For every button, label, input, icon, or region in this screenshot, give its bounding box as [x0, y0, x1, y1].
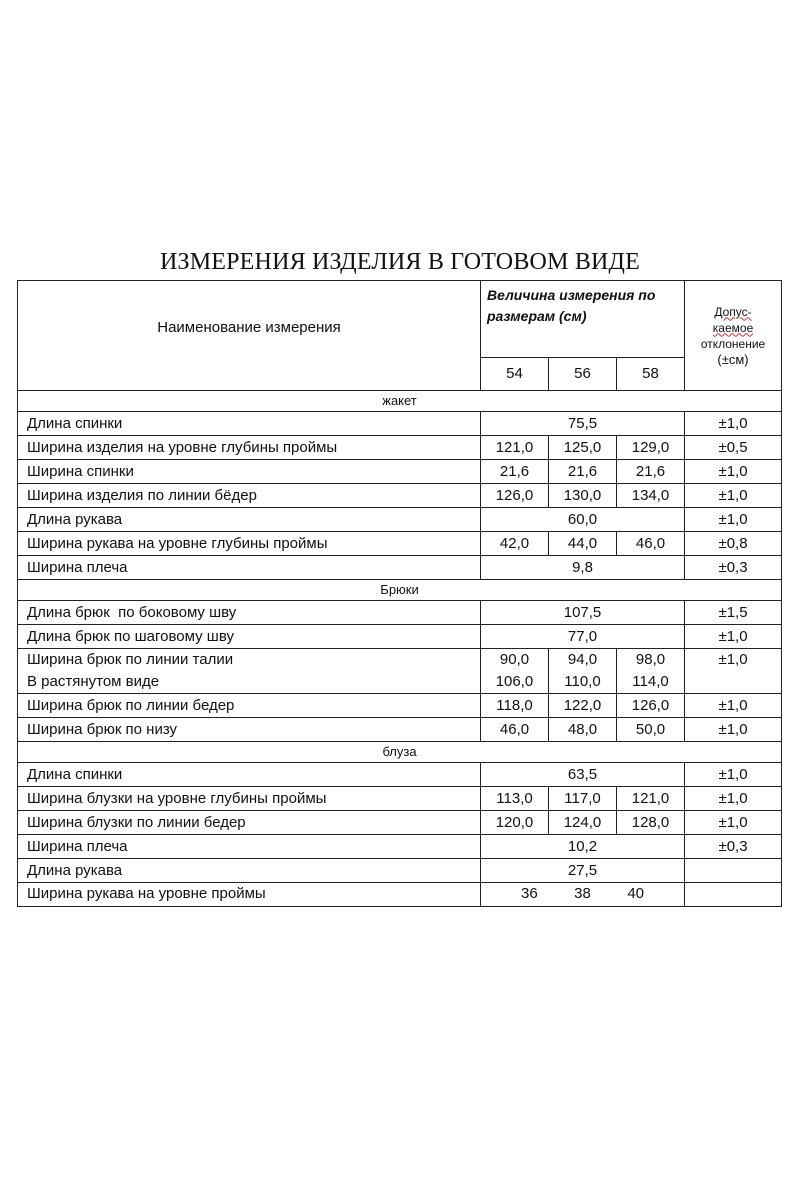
row-name: Ширина рукава на уровне глубины проймы: [18, 532, 481, 556]
row-value-58: 134,0: [617, 484, 685, 508]
row-name: Ширина спинки: [18, 460, 481, 484]
section-title-blouse: блуза: [18, 742, 782, 763]
row-value-54: 42,0: [481, 532, 549, 556]
row-tolerance: [685, 859, 782, 883]
row-name: Длина рукава: [18, 859, 481, 883]
row-name: Длина брюк по шаговому шву: [18, 625, 481, 649]
row-value-58: 129,0: [617, 436, 685, 460]
table-row: [18, 694, 782, 718]
row-tolerance: ±1,0: [685, 811, 782, 835]
row-value-56: 21,6: [549, 460, 617, 484]
row-value-56: 117,0: [549, 787, 617, 811]
row-value: 27,5: [481, 859, 685, 883]
row-value: 60,0: [481, 508, 685, 532]
row-tolerance: ±1,0: [685, 412, 782, 436]
row-value-56: 38: [574, 885, 591, 902]
row-name: Ширина брюк по линии бедер: [18, 694, 481, 718]
row-value-54: 126,0: [481, 484, 549, 508]
row-value-56: 130,0: [549, 484, 617, 508]
row-name: Ширина брюк по низу: [18, 718, 481, 742]
size-header-58: 58: [617, 358, 685, 391]
row-tolerance: ±1,0: [685, 508, 782, 532]
row-tolerance: ±1,0: [685, 763, 782, 787]
table-row: [18, 412, 782, 436]
row-name: Ширина плеча: [18, 556, 481, 580]
row-value-56: 122,0: [549, 694, 617, 718]
header-size-group: Величина измерения по размерам (см): [481, 281, 685, 358]
row-value: 9,8: [481, 556, 685, 580]
row-value-56: 94,0 110,0: [549, 649, 617, 694]
table-row: [18, 436, 782, 460]
table-row: [18, 601, 782, 625]
row-tolerance: ±1,0: [685, 484, 782, 508]
table-row: [18, 625, 782, 649]
table-row: [18, 859, 782, 883]
table-row: [18, 649, 782, 694]
row-value: 75,5: [481, 412, 685, 436]
row-value: 63,5: [481, 763, 685, 787]
row-value-58: 128,0: [617, 811, 685, 835]
table-row: [18, 718, 782, 742]
row-name: Ширина блузки по линии бедер: [18, 811, 481, 835]
row-value-54: 21,6: [481, 460, 549, 484]
row-tolerance: ±1,0: [685, 460, 782, 484]
row-value: 10,2: [481, 835, 685, 859]
row-tolerance: ±1,5: [685, 601, 782, 625]
table-row: [18, 484, 782, 508]
table-row: [18, 556, 782, 580]
row-name: Длина спинки: [18, 763, 481, 787]
row-name: [18, 649, 481, 694]
table-row: [18, 811, 782, 835]
row-name: Ширина рукава на уровне проймы: [18, 883, 481, 907]
document-title: ИЗМЕРЕНИЯ ИЗДЕЛИЯ В ГОТОВОМ ВИДЕ: [159, 249, 640, 275]
table-row: [18, 763, 782, 787]
table-row: [18, 883, 782, 907]
size-header-54: 54: [481, 358, 549, 391]
section-title-jacket: жакет: [18, 391, 782, 412]
row-name-line-2: В растянутом виде: [27, 673, 160, 690]
row-value-54: 46,0: [481, 718, 549, 742]
section-title-trousers: Брюки: [18, 580, 782, 601]
row-name: Ширина блузки на уровне глубины проймы: [18, 787, 481, 811]
row-value-58: 40: [627, 885, 645, 902]
row-value-56: 125,0: [549, 436, 617, 460]
row-value-54: 118,0: [481, 694, 549, 718]
row-value-54: 90,0 106,0: [481, 649, 549, 694]
row-tolerance: ±1,0: [685, 694, 782, 718]
row-tolerance: ±1,0: [685, 718, 782, 742]
row-value: 77,0: [481, 625, 685, 649]
row-value-56: 124,0: [549, 811, 617, 835]
row-tolerance: ±0,5: [685, 436, 782, 460]
measurements-table: [17, 280, 782, 907]
row-tolerance: ±1,0: [685, 625, 782, 649]
row-tolerance: ±0,8: [685, 532, 782, 556]
header-name-column: Наименование измерения: [18, 281, 481, 391]
table-row: [18, 508, 782, 532]
row-value: 107,5: [481, 601, 685, 625]
row-value-58: 126,0: [617, 694, 685, 718]
row-value-58: 121,0: [617, 787, 685, 811]
size-header-56: 56: [549, 358, 617, 391]
row-tolerance: ±1,0: [685, 649, 782, 694]
row-name-line-1: Ширина брюк по линии талии: [27, 651, 234, 668]
row-value-58: 98,0 114,0: [617, 649, 685, 694]
row-name: Ширина изделия на уровне глубины проймы: [18, 436, 481, 460]
row-value-54: 120,0: [481, 811, 549, 835]
row-name: Длина спинки: [18, 412, 481, 436]
row-value-58: 46,0: [617, 532, 685, 556]
header-tolerance: Допус- каемое отклонение (±см): [685, 281, 782, 391]
table-row: [18, 835, 782, 859]
row-tolerance: ±0,3: [685, 835, 782, 859]
row-value-54: 36: [521, 885, 538, 902]
row-tolerance: ±0,3: [685, 556, 782, 580]
row-values: [481, 883, 685, 907]
row-tolerance: ±1,0: [685, 787, 782, 811]
row-value-56: 44,0: [549, 532, 617, 556]
row-tolerance: [685, 883, 782, 907]
table-row: [18, 787, 782, 811]
row-value-56: 48,0: [549, 718, 617, 742]
table-row: [18, 532, 782, 556]
row-value-54: 121,0: [481, 436, 549, 460]
row-name: Ширина плеча: [18, 835, 481, 859]
row-name: Длина рукава: [18, 508, 481, 532]
row-value-54: 113,0: [481, 787, 549, 811]
row-name: Длина брюк по боковому шву: [18, 601, 481, 625]
row-value-58: 50,0: [617, 718, 685, 742]
row-name: Ширина изделия по линии бёдер: [18, 484, 481, 508]
table-row: [18, 460, 782, 484]
row-value-58: 21,6: [617, 460, 685, 484]
